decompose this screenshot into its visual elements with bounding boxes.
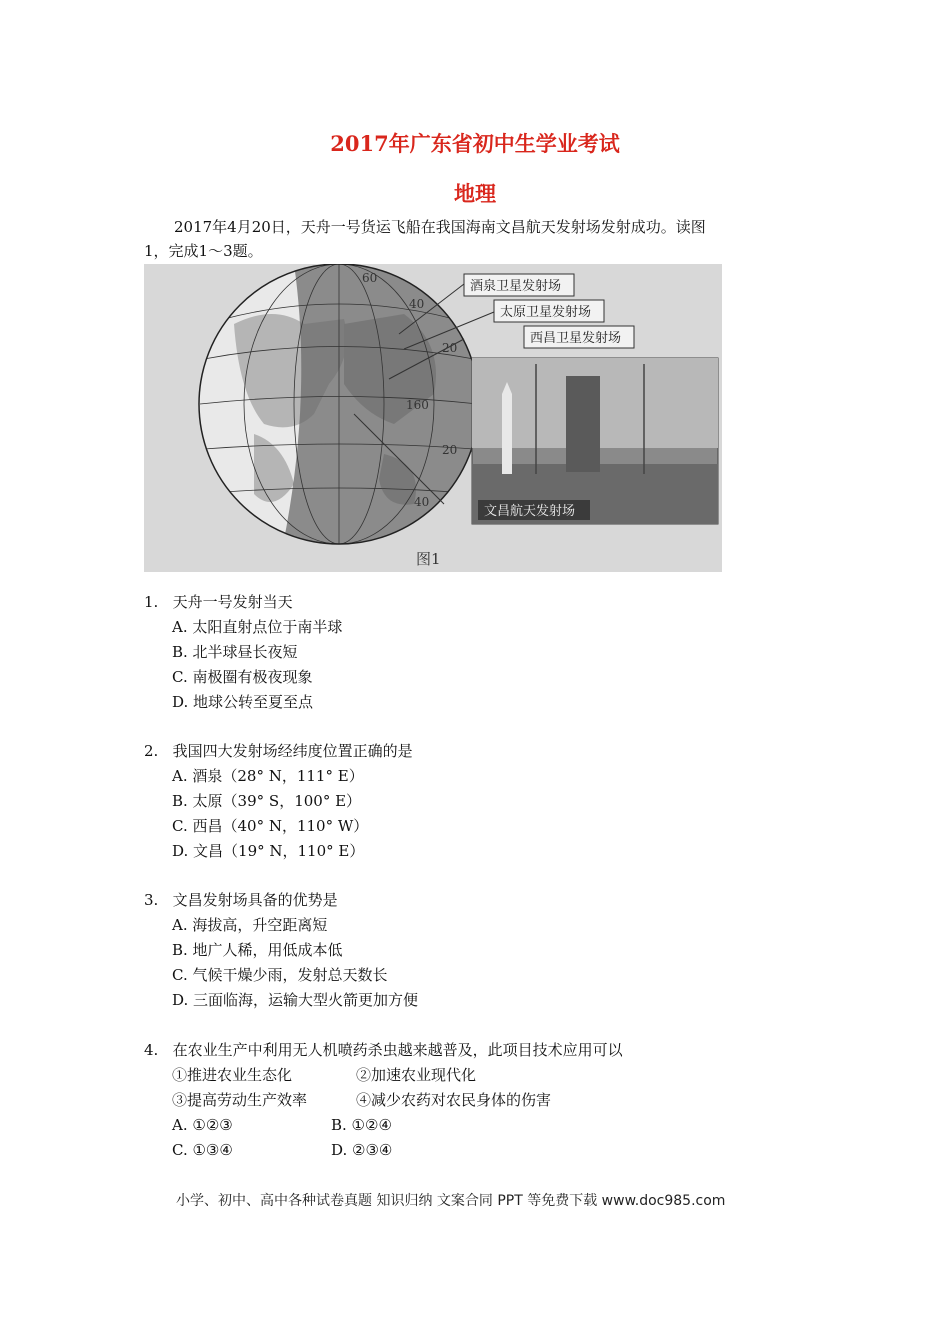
tick-40: 40 (409, 297, 425, 311)
label-wenchang: 文昌航天发射场 (484, 504, 576, 519)
footer-ad: 小学、初中、高中各种试卷真题 知识归纳 文案合同 PPT 等免费下载 www.doc985.com (176, 1193, 726, 1209)
q1-option-d: D. 地球公转至夏至点 (172, 693, 314, 711)
q4-option-d: D. ②③④ (331, 1141, 393, 1159)
question-2-stem: 我国四大发射场经纬度位置正确的是 (172, 742, 413, 760)
question-3 (144, 888, 338, 913)
q1-option-b: B. 北半球昼长夜短 (172, 643, 298, 661)
question-3-number: 3. (144, 891, 159, 909)
tick-20: 20 (442, 341, 458, 355)
question-1-number: 1. (144, 593, 159, 611)
figure-caption: 图1 (416, 550, 441, 568)
tick-60: 60 (362, 271, 378, 285)
tick-160: 160 (406, 398, 429, 412)
question-2 (144, 739, 413, 764)
label-jiuquan: 酒泉卫星发射场 (470, 279, 562, 294)
q4-statement-4: ④减少农药对农民身体的伤害 (356, 1091, 552, 1109)
q4-statement-1: ①推进农业生态化 (172, 1066, 293, 1084)
q4-statement-2: ②加速农业现代化 (356, 1066, 477, 1084)
figure-1 (144, 264, 722, 572)
question-2-number: 2. (144, 742, 159, 760)
q3-option-c: C. 气候干燥少雨，发射总天数长 (172, 966, 388, 984)
globe-figure (144, 264, 722, 572)
question-1 (144, 590, 293, 615)
q4-option-b: B. ①②④ (331, 1116, 392, 1134)
q4-option-a: A. ①②③ (172, 1116, 233, 1134)
q3-option-a: A. 海拔高，升空距离短 (172, 916, 328, 934)
question-4-number: 4. (144, 1041, 159, 1059)
q4-statement-3: ③提高劳动生产效率 (172, 1091, 308, 1109)
q1-option-a: A. 太阳直射点位于南半球 (172, 618, 343, 636)
q3-option-d: D. 三面临海，运输大型火箭更加方便 (172, 991, 419, 1009)
question-4 (144, 1038, 623, 1063)
q2-option-b: B. 太原（39° S，100° E） (172, 792, 362, 810)
intro-line-2: 1，完成1～3题。 (144, 242, 263, 260)
q3-option-b: B. 地广人稀，用低成本低 (172, 941, 343, 959)
q2-option-d: D. 文昌（19° N，110° E） (172, 842, 365, 860)
exam-title: 2017年广东省初中生学业考试 (330, 131, 620, 156)
question-1-stem: 天舟一号发射当天 (172, 593, 293, 611)
launch-site-photo (472, 358, 718, 524)
label-taiyuan: 太原卫星发射场 (500, 305, 592, 320)
tick-40s: 40 (414, 495, 430, 509)
intro-line-1: 2017年4月20日，天舟一号货运飞船在我国海南文昌航天发射场发射成功。读图 (174, 218, 706, 236)
q1-option-c: C. 南极圈有极夜现象 (172, 668, 313, 686)
q2-option-c: C. 西昌（40° N，110° W） (172, 817, 369, 835)
label-xichang: 西昌卫星发射场 (530, 331, 622, 346)
tick-20s: 20 (442, 443, 458, 457)
question-3-stem: 文昌发射场具备的优势是 (172, 891, 338, 909)
question-4-stem: 在农业生产中利用无人机喷药杀虫越来越普及，此项目技术应用可以 (172, 1041, 623, 1059)
q2-option-a: A. 酒泉（28° N，111° E） (172, 767, 364, 785)
q4-option-c: C. ①③④ (172, 1141, 233, 1159)
subject-title: 地理 (454, 181, 496, 206)
